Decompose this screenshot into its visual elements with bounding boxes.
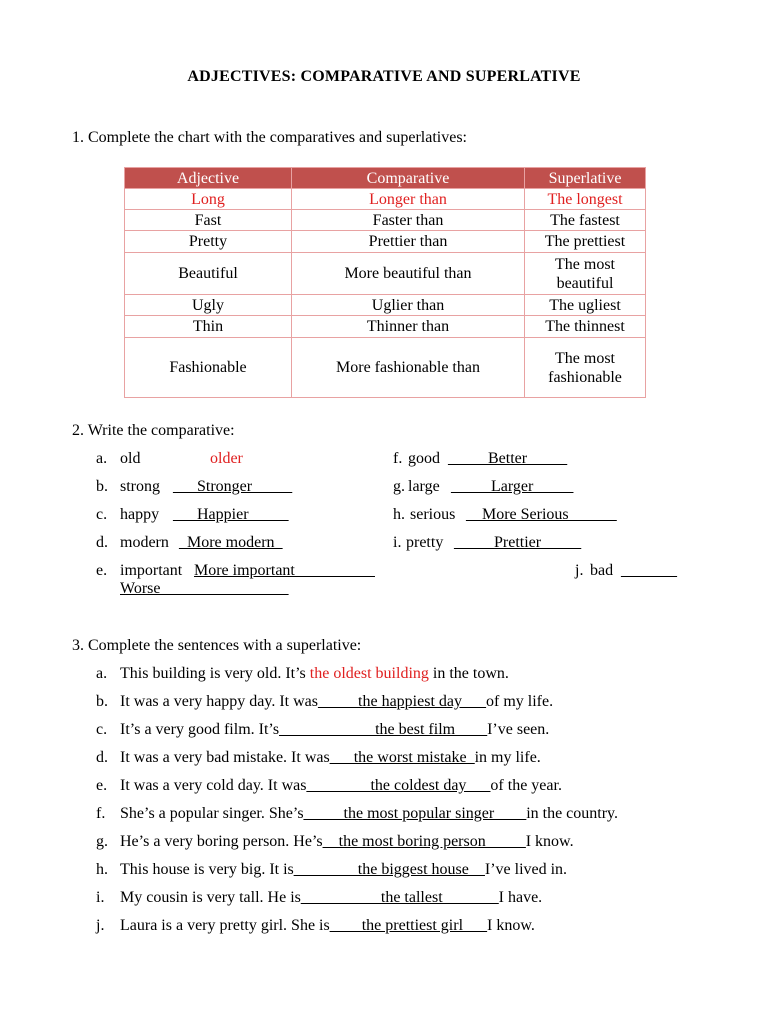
- cell-comparative: Uglier than: [292, 295, 525, 316]
- item-answer: __More Serious______: [466, 506, 617, 523]
- item-word: strong: [120, 478, 160, 495]
- item-letter: f.: [96, 805, 106, 822]
- item-answer: ___Happier_____: [173, 506, 289, 523]
- sentence-before: It was a very cold day. It was: [120, 777, 307, 794]
- table-row: [125, 295, 646, 316]
- sentence: [120, 889, 542, 907]
- sentence-after: I have.: [498, 889, 543, 906]
- item-letter: c.: [96, 721, 108, 738]
- table-row: [125, 253, 646, 295]
- cell-adjective: Beautiful: [125, 253, 292, 295]
- sentence-answer: _____the happiest day___: [318, 693, 486, 710]
- sentence-answer: the oldest building: [309, 665, 429, 682]
- sentence-answer: ________the coldest day___: [306, 777, 491, 794]
- sentence-after: of my life.: [485, 693, 554, 710]
- sentence-before: He’s a very boring person. He’s: [120, 833, 323, 850]
- sentence: [120, 693, 553, 711]
- sentence-before: It was a very bad mistake. It was: [120, 749, 330, 766]
- item-letter: i.: [96, 889, 105, 906]
- sentence-before: Laura is a very pretty girl. She is: [120, 917, 330, 934]
- cell-comparative: Prettier than: [292, 231, 525, 253]
- cell-comparative: Faster than: [292, 210, 525, 231]
- item-answer: _____Prettier_____: [454, 534, 582, 551]
- item-letter: g.: [393, 478, 405, 495]
- cell-adjective: Thin: [125, 316, 292, 338]
- item-answer-j: Worse________________: [120, 580, 289, 597]
- sentence-after: I’ve lived in.: [484, 861, 568, 878]
- table-row: [125, 316, 646, 338]
- cell-superlative: The prettiest: [525, 231, 646, 253]
- item-answer: _____Better_____: [448, 450, 568, 467]
- sentence-answer: ________the biggest house__: [293, 861, 485, 878]
- item-letter: j.: [96, 917, 105, 934]
- item-word: important: [120, 562, 183, 579]
- sentence-after: of the year.: [490, 777, 562, 794]
- sentence-after: in the town.: [428, 665, 509, 682]
- cell-superlative: The most fashionable: [525, 338, 646, 398]
- sentence: [120, 833, 574, 851]
- cell-superlative: The most beautiful: [525, 253, 646, 295]
- cell-superlative: The fastest: [525, 210, 646, 231]
- section1-heading: 1. Complete the chart with the comparatives and superlatives:: [72, 129, 467, 146]
- item-letter: a.: [96, 450, 108, 467]
- sentence-before: This building is very old. It’s: [120, 665, 310, 682]
- sentence-answer: __________the tallest_______: [300, 889, 499, 906]
- header-comparative: Comparative: [292, 168, 525, 189]
- cell-adjective: Long: [125, 189, 292, 210]
- item-word: pretty: [406, 534, 444, 551]
- sentence-answer: ____________the best film____: [279, 721, 488, 738]
- item-letter: h.: [393, 506, 405, 523]
- item-letter: g.: [96, 833, 108, 850]
- cell-superlative: The thinnest: [525, 316, 646, 338]
- item-letter: e.: [96, 777, 108, 794]
- item-letter: a.: [96, 665, 108, 682]
- item-answer: _____Larger_____: [451, 478, 574, 495]
- sentence-before: This house is very big. It is: [120, 861, 294, 878]
- sentence-answer: __the most boring person_____: [322, 833, 526, 850]
- sentence: [120, 721, 549, 739]
- cell-adjective: Fashionable: [125, 338, 292, 398]
- cell-comparative: Thinner than: [292, 316, 525, 338]
- adjective-chart: [124, 167, 646, 398]
- table-row: [125, 338, 646, 398]
- sentence: [120, 665, 509, 683]
- sentence: [120, 749, 541, 767]
- item-answer: ___Stronger_____: [173, 478, 293, 495]
- sentence: [120, 805, 618, 823]
- table-row: [125, 210, 646, 231]
- cell-comparative: More fashionable than: [292, 338, 525, 398]
- item-answer: older: [210, 450, 243, 467]
- item-letter: d.: [96, 749, 108, 766]
- item-word: happy: [120, 506, 160, 523]
- sentence-before: My cousin is very tall. He is: [120, 889, 301, 906]
- sentence-after: in my life.: [474, 749, 541, 766]
- sentence-after: in the country.: [526, 805, 619, 822]
- section3-heading: 3. Complete the sentences with a superlative:: [72, 637, 362, 654]
- item-letter: e.: [96, 562, 108, 579]
- item-answer: _More modern_: [179, 534, 283, 551]
- header-superlative: Superlative: [525, 168, 646, 189]
- sentence: [120, 861, 567, 879]
- section2-heading: 2. Write the comparative:: [72, 422, 235, 439]
- cell-superlative: The longest: [525, 189, 646, 210]
- cell-adjective: Fast: [125, 210, 292, 231]
- sentence-after: I know.: [525, 833, 574, 850]
- header-adjective: Adjective: [125, 168, 292, 189]
- item-letter: b.: [96, 478, 108, 495]
- page-title: ADJECTIVES: COMPARATIVE AND SUPERLATIVE: [187, 68, 581, 85]
- cell-adjective: Pretty: [125, 231, 292, 253]
- table-row: [125, 189, 646, 210]
- sentence-after: I know.: [487, 917, 535, 934]
- item-letter: h.: [96, 861, 108, 878]
- item-word: old: [120, 450, 141, 467]
- sentence-answer: _____the most popular singer____: [303, 805, 527, 822]
- item-answer: More important__________: [194, 562, 375, 579]
- cell-superlative: The ugliest: [525, 295, 646, 316]
- item-word: serious: [410, 506, 456, 523]
- sentence-before: It’s a very good film. It’s: [120, 721, 280, 738]
- item-answer: _______: [621, 562, 677, 579]
- sentence-before: It was a very happy day. It was: [120, 693, 319, 710]
- sentence-answer: ____the prettiest girl___: [329, 917, 488, 934]
- item-word: modern: [120, 534, 169, 551]
- item-letter: f.: [393, 450, 403, 467]
- item-word: good: [408, 450, 440, 467]
- chart-header-row: [125, 168, 646, 189]
- sentence-after: I’ve seen.: [487, 721, 550, 738]
- table-row: [125, 231, 646, 253]
- item-word: bad: [590, 562, 614, 579]
- item-letter: d.: [96, 534, 108, 551]
- cell-comparative: Longer than: [292, 189, 525, 210]
- item-letter: b.: [96, 693, 108, 710]
- sentence-before: She’s a popular singer. She’s: [120, 805, 304, 822]
- cell-comparative: More beautiful than: [292, 253, 525, 295]
- sentence-answer: ___the worst mistake_: [329, 749, 475, 766]
- item-letter: c.: [96, 506, 108, 523]
- sentence: [120, 917, 535, 935]
- item-letter: i.: [393, 534, 402, 551]
- sentence: [120, 777, 562, 795]
- item-letter: j.: [575, 562, 584, 579]
- item-word: large: [408, 478, 440, 495]
- cell-adjective: Ugly: [125, 295, 292, 316]
